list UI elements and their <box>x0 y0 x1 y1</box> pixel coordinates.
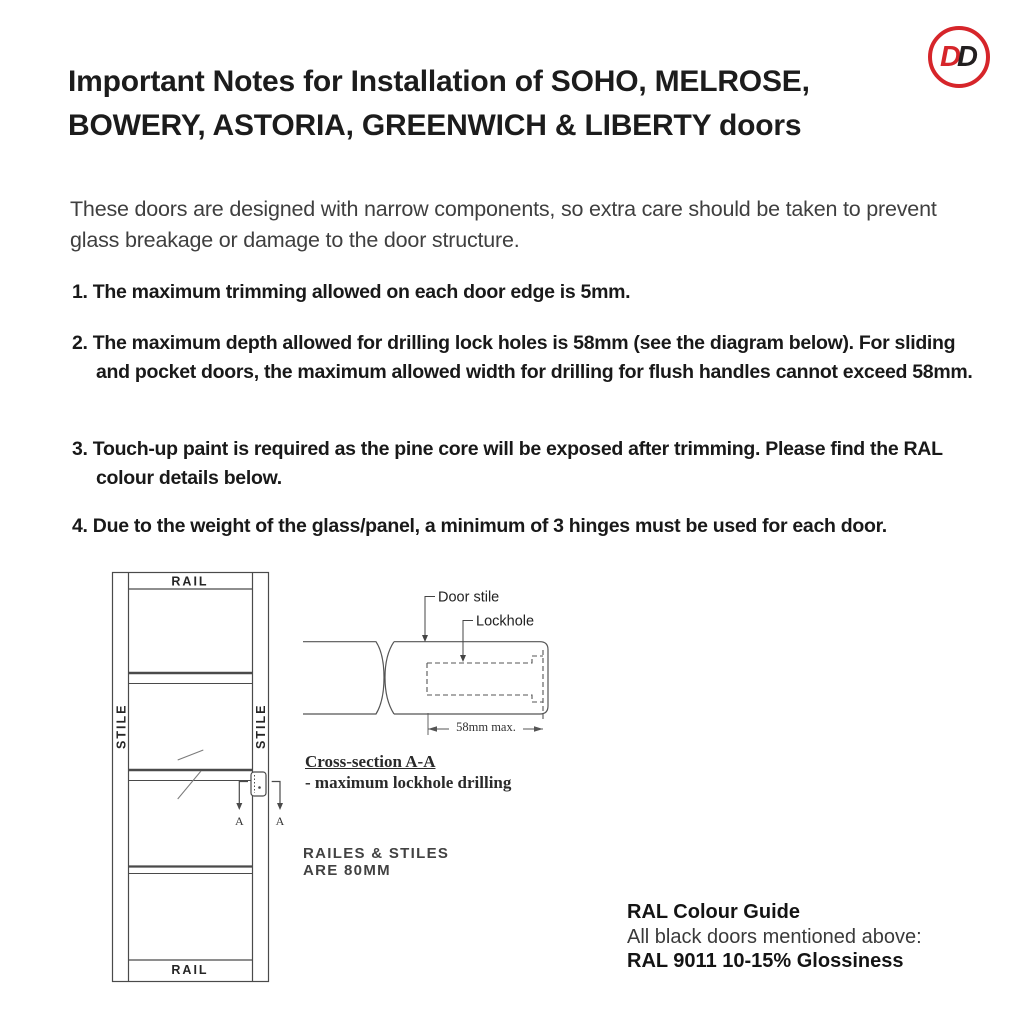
lockhole-arrowhead <box>460 655 466 662</box>
logo-letter-d1: D <box>940 40 961 73</box>
rail-top-label: RAIL <box>171 574 209 589</box>
cross-section-caption-title: Cross-section A-A <box>305 752 436 771</box>
dimension-label: 58mm max. <box>456 720 516 734</box>
note-item-4 <box>72 512 984 541</box>
note-text: Due to the weight of the glass/panel, a minimum of 3 hinges must be used for each door. <box>92 515 887 537</box>
note-item-2 <box>72 329 984 386</box>
rails-stiles-note-line1: RAILES & STILES <box>303 845 450 862</box>
rail-bottom-label: RAIL <box>171 963 209 977</box>
note-number: 2. <box>72 332 88 354</box>
door-stile-label: Door stile <box>438 589 500 606</box>
cross-section-diagram <box>300 580 580 750</box>
ral-guide-value: RAL 9011 10-15% Glossiness <box>627 950 904 972</box>
stile-outline <box>303 642 548 714</box>
lockhole-leader-line <box>463 621 473 658</box>
lock-plate <box>251 772 266 796</box>
ral-colour-guide <box>627 900 922 974</box>
note-item-3 <box>72 435 984 492</box>
cross-section-caption-subtitle: - maximum lockhole drilling <box>305 773 512 792</box>
intro-paragraph: These doors are designed with narrow components, so extra care should be taken to prevent glass breakage or damage to the door structure. <box>70 197 937 252</box>
page-title <box>68 60 928 148</box>
note-text: Touch-up paint is required as the pine core will be exposed after trimming. Please find the RAL colour details below. <box>92 438 943 489</box>
lockhole-label: Lockhole <box>476 613 535 630</box>
page-title-line2: BOWERY, ASTORIA, GREENWICH & LIBERTY doors <box>68 109 802 142</box>
section-arrowhead-right <box>277 803 283 810</box>
lockhole-dashed-outline <box>427 650 543 722</box>
ral-guide-subtitle: All black doors mentioned above: <box>627 925 922 948</box>
door-elevation-diagram <box>100 560 300 1000</box>
note-number: 3. <box>72 438 88 460</box>
section-marker-a-right: A <box>275 814 285 828</box>
logo-letter-d2: D <box>957 40 978 73</box>
door-stile-arrowhead <box>422 635 428 642</box>
stile-right-label: STILE <box>254 703 268 749</box>
ral-guide-title: RAL Colour Guide <box>627 901 800 923</box>
dd-logo <box>928 26 990 88</box>
stile-left-label: STILE <box>114 703 129 749</box>
note-text: The maximum trimming allowed on each door edge is 5mm. <box>92 281 631 303</box>
dimension-58mm <box>428 713 543 735</box>
rails-stiles-note <box>303 845 449 879</box>
note-number: 4. <box>72 515 88 537</box>
page-title-line1: Important Notes for Installation of SOHO, MELROSE, <box>68 65 810 98</box>
note-item-1 <box>72 278 984 307</box>
section-marker-a-left: A <box>234 814 244 828</box>
note-number: 1. <box>72 281 88 303</box>
rails-stiles-note-line2: ARE 80MM <box>303 862 391 879</box>
note-text: The maximum depth allowed for drilling lock holes is 58mm (see the diagram below). For sliding and pocket doors, the maximum allowed width for drilling for flush handles cannot exceed 58mm. <box>92 332 973 383</box>
cross-section-caption <box>305 751 511 793</box>
door-stile-leader-line <box>425 597 435 638</box>
